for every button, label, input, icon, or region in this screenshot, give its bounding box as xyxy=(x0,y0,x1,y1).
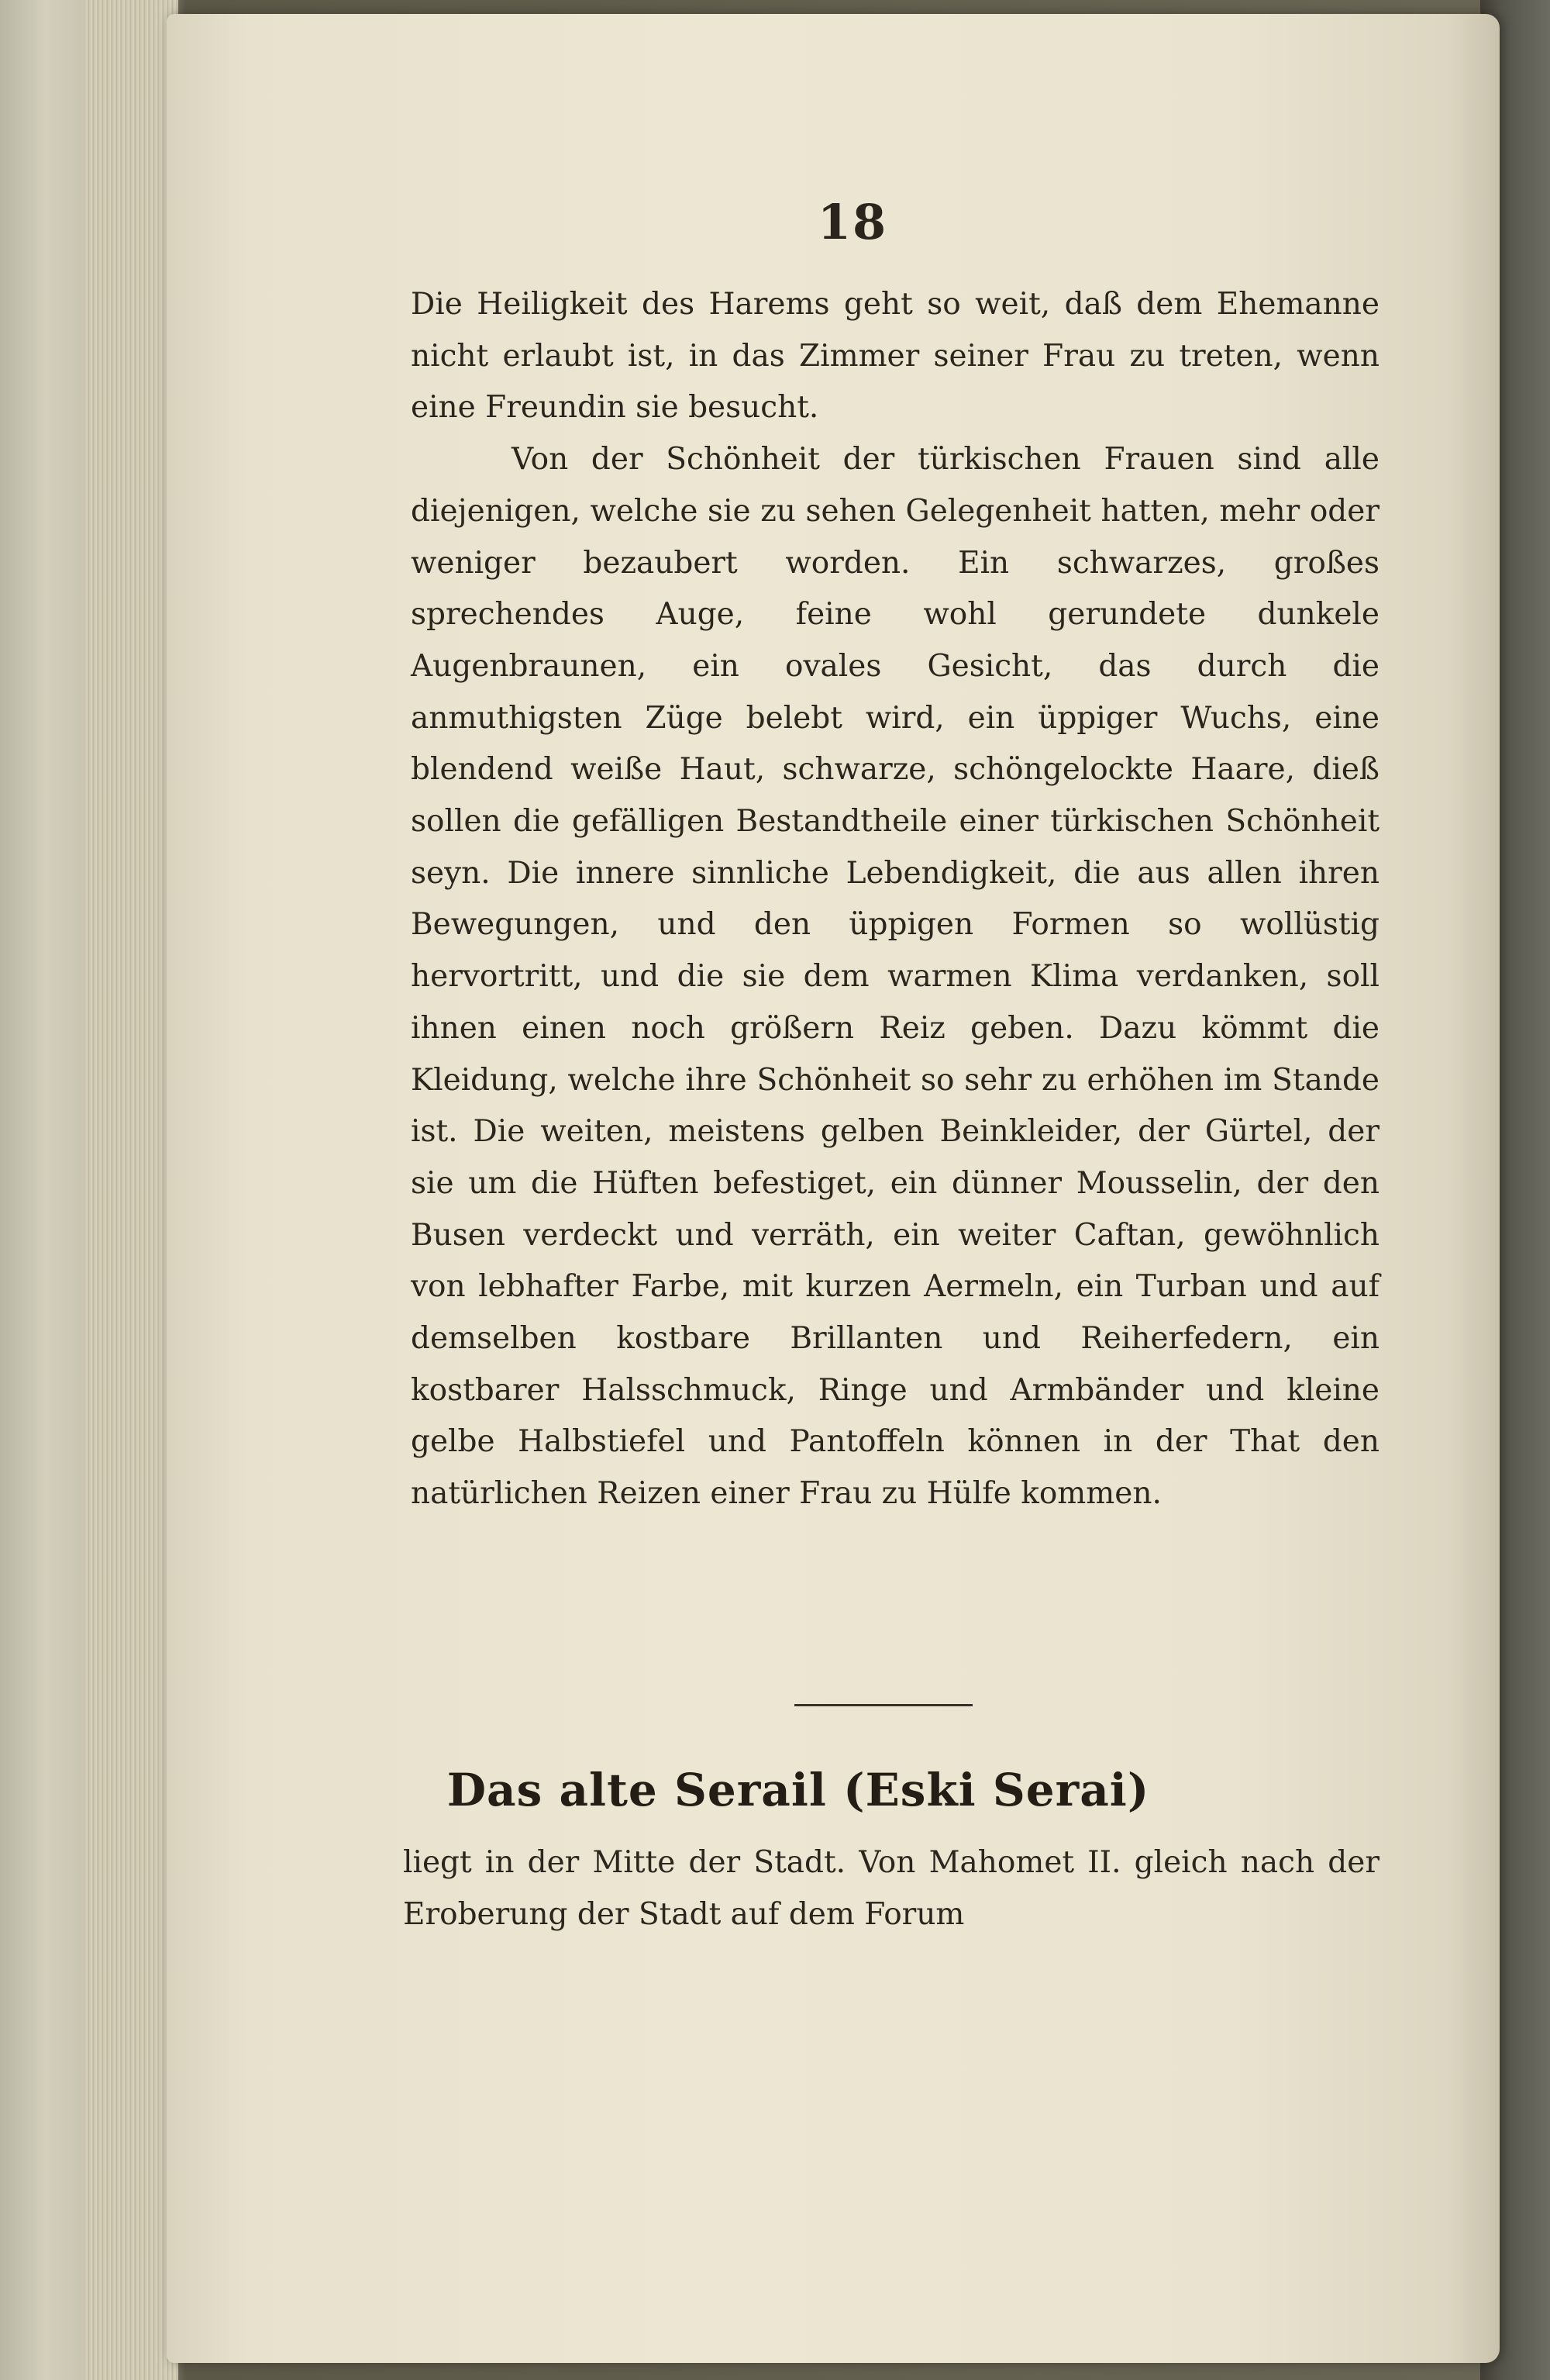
page-stack-edges xyxy=(85,0,178,2380)
section-divider xyxy=(794,1704,973,1706)
body-text xyxy=(411,279,1380,1520)
section-body-text xyxy=(403,1837,1380,1940)
paragraph-2: Von der Schönheit der türkischen Frauen sind alle diejenigen, welche sie zu sehen Gelegenheit hatten, mehr oder weniger bezaubert worden. Ein schwarzes, großes sprechendes Auge, feine wohl gerundete dunkele Augenbraunen, ein ovales Gesicht, das durch die anmuthigsten Züge belebt wird, ein üppiger Wuchs, eine blendend weiße Haut, schwarze, schöngelockte Haare, dieß sollen die gefälligen Bestandtheile einer türkischen Schönheit seyn. Die innere sinnliche Lebendigkeit, die aus allen ihren Bewegungen, und den üppigen Formen so wollüstig hervortritt, und die sie dem warmen Klima verdanken, soll ihnen einen noch größern Reiz geben. Dazu kömmt die Kleidung, welche ihre Schönheit so sehr zu erhöhen im Stande ist. Die weiten, meistens gelben Beinkleider, der Gürtel, der sie um die Hüften befestiget, ein dünner Mousselin, der den Busen verdeckt und verräth, ein weiter Caftan, gewöhnlich von lebhafter Farbe, mit kurzen Aermeln, ein Turban und auf demselben kostbare Brillanten und Reiherfedern, ein kostbarer Halsschmuck, Ringe und Armbänder und kleine gelbe Halbstiefel und Pantoffeln können in der That den natürlichen Reizen einer Frau zu Hülfe kommen. xyxy=(411,442,1380,1512)
page-number: 18 xyxy=(817,194,888,250)
section-paragraph: liegt in der Mitte der Stadt. Von Mahomet II. gleich nach der Eroberung der Stadt auf dem Forum xyxy=(403,1845,1380,1932)
paragraph-1: Die Heiligkeit des Harems geht so weit, daß dem Ehemanne nicht erlaubt ist, in das Zimmer seiner Frau zu treten, wenn eine Freundin sie besucht. xyxy=(411,287,1380,426)
section-heading: Das alte Serail (Eski Serai) xyxy=(446,1764,1150,1816)
